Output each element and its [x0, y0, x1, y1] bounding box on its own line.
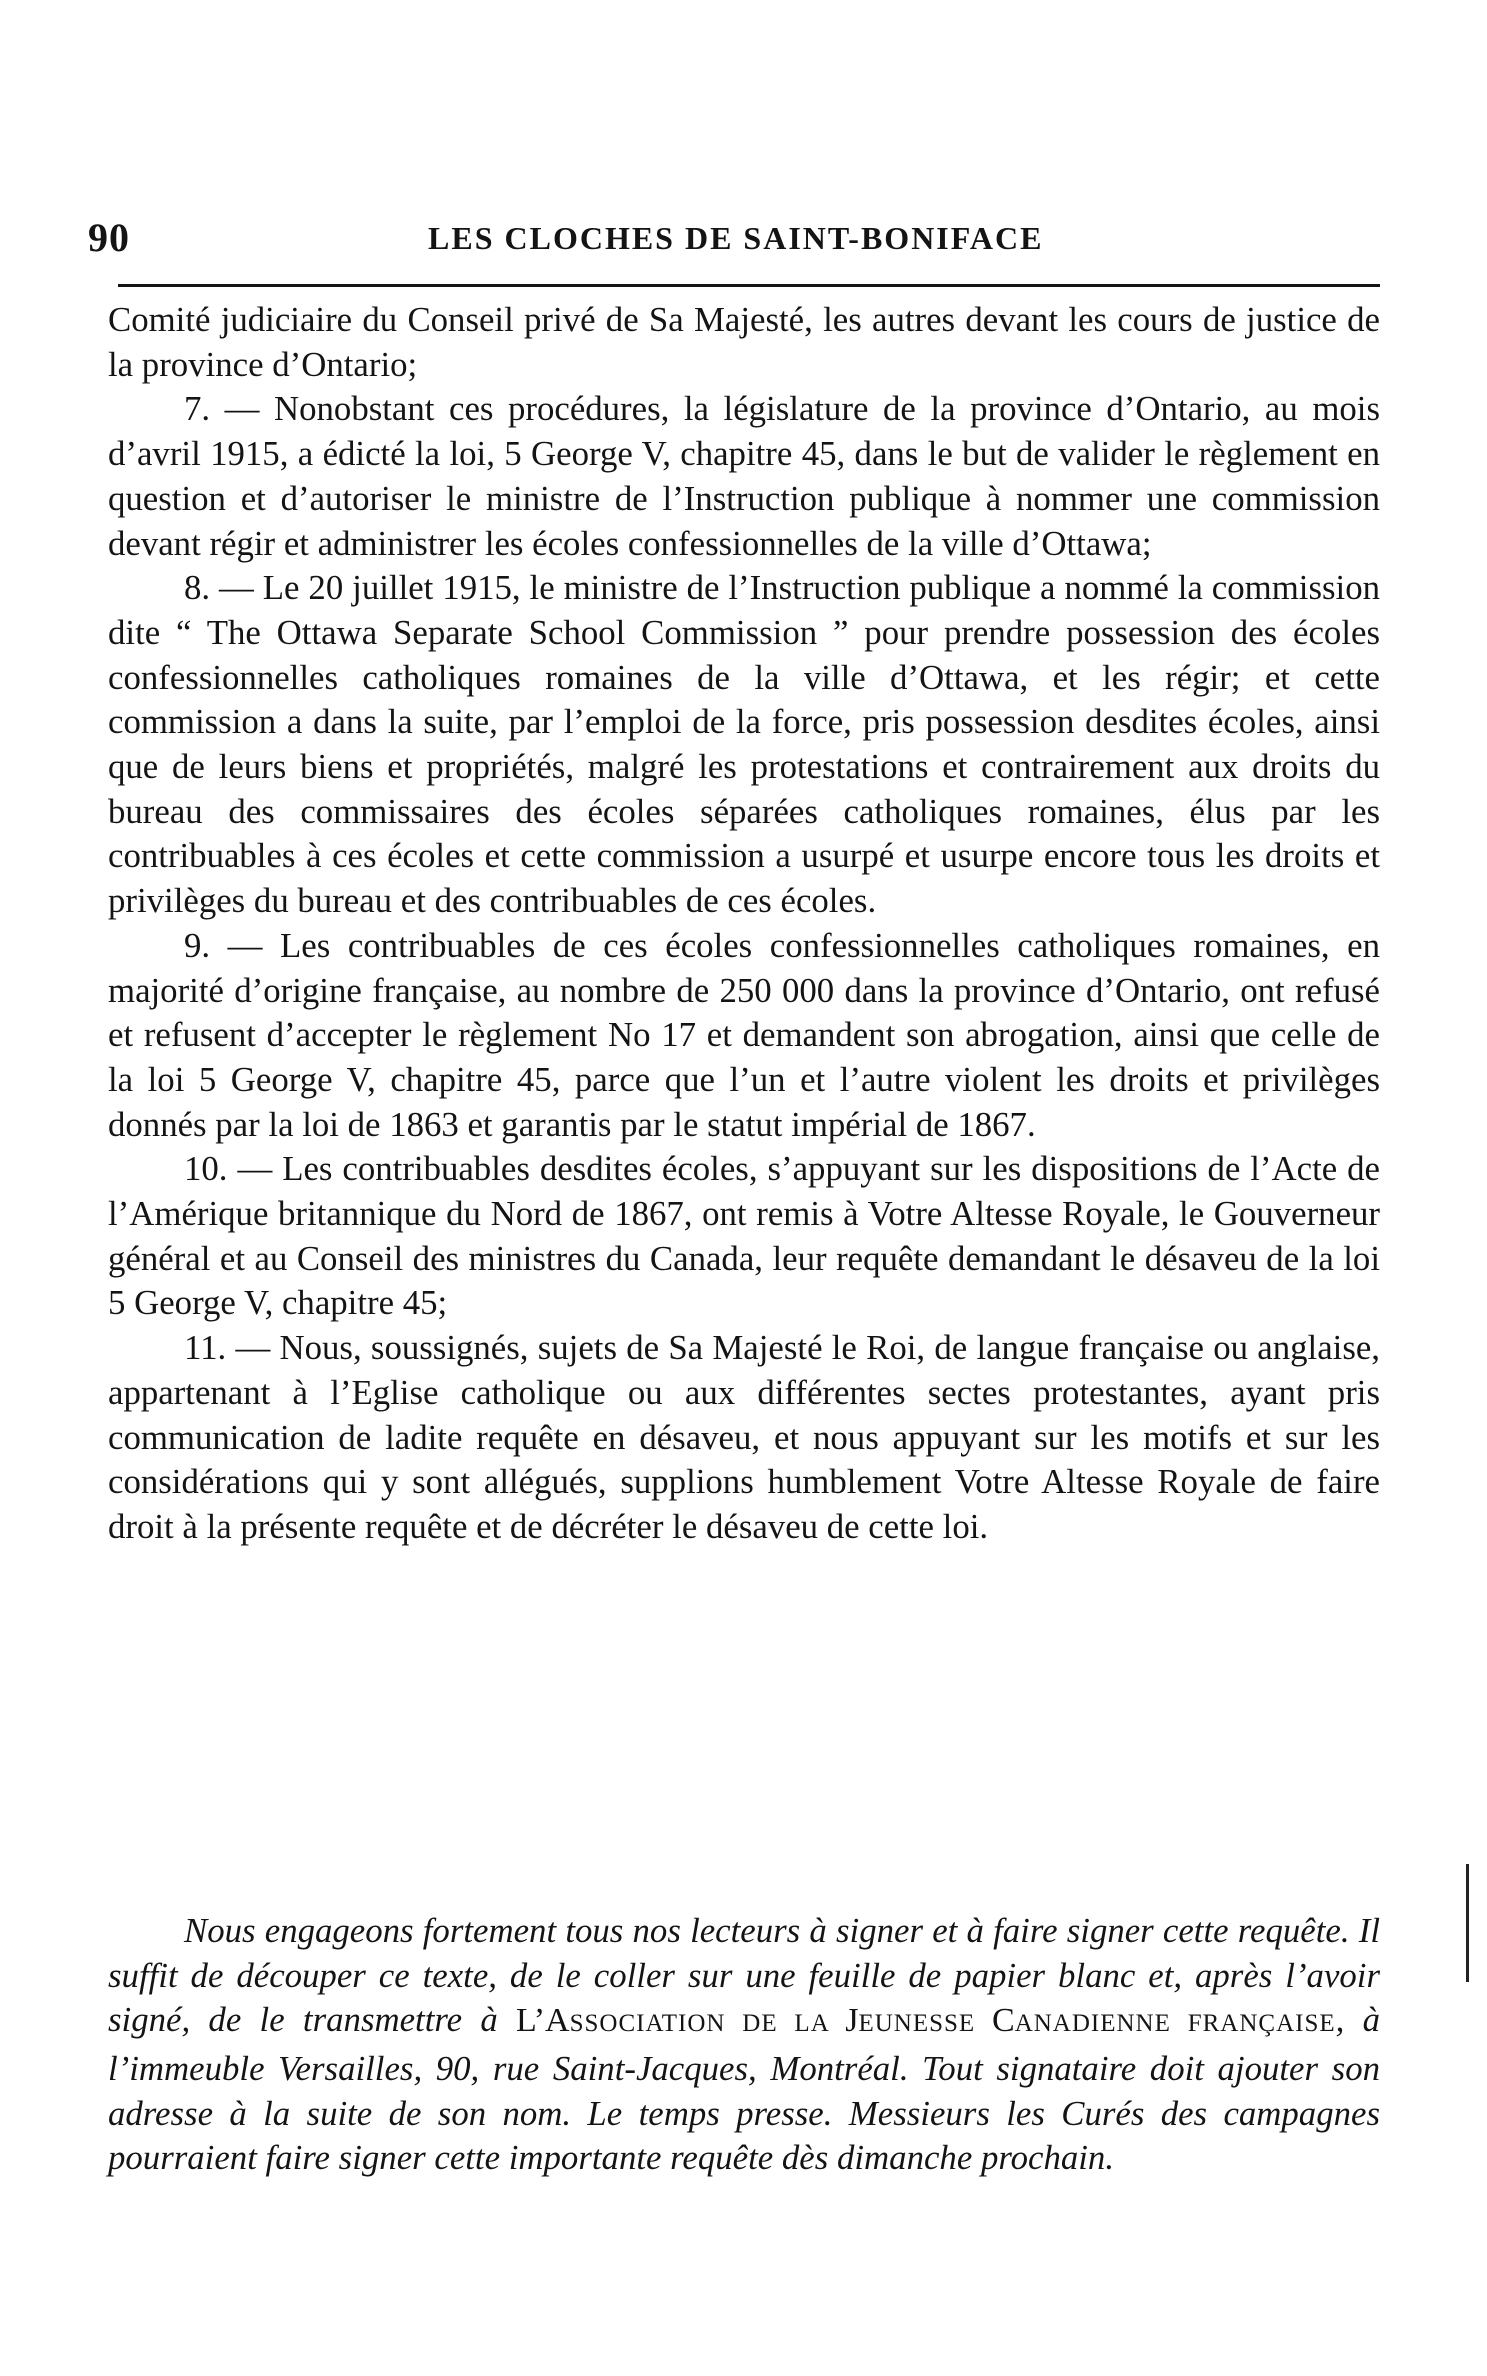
page-header [88, 214, 1378, 274]
paragraph-7: 7. — Nonobstant ces procédures, la législature de la province d’Ontario, au mois d’avril 1915, a édicté la loi, 5 George V, chapitre 45, dans le but de valider le règlement en question et d’autoriser le ministre de l’Instruction publique à nommer une commission devant régir et administrer les écoles confessionnelles de la ville d’Ottawa; [108, 389, 1380, 563]
page-number: 90 [88, 215, 130, 260]
notice-text-2: , à l’immeuble Versailles, 90, rue Saint-Jacques, Montréal. Tout signataire doit ajouter son adresse à la suite de son nom. Le temps presse. Messieurs les Curés des campagnes pourraient faire signer cette importante requête dès dimanche prochain. [108, 2000, 1380, 2178]
body-text [108, 298, 1380, 1550]
paragraph-10: 10. — Les contribuables desdites écoles, s’appuyant sur les dispositions de l’Acte de l’Amérique britannique du Nord de 1867, ont remis à Votre Altesse Royale, le Gouverneur général et au Conseil des ministres du Canada, leur requête demandant le désaveu de la loi 5 George V, chapitre 45; [108, 1149, 1380, 1323]
header-rule [118, 284, 1380, 287]
notice-text-1: Nous engageons fortement tous nos lecteurs à signer et à faire signer cette requête. Il suffit de découper ce texte, de le coller sur une feuille de papier blanc et, après l’avoir signé, de le transmettre à [108, 1910, 1380, 2040]
signature-notice [108, 1909, 1380, 2181]
paragraph-continuation: Comité judiciaire du Conseil privé de Sa Majesté, les autres devant les cours de justice de la province d’Ontario; [108, 300, 1380, 384]
paragraph-8: 8. — Le 20 juillet 1915, le ministre de l’Instruction publique a nommé la commission dite “ The Ottawa Separate School Commission ” pour prendre possession des écoles confessionnelles catholiques romaines de la ville d’Ottawa, et les régir; et cette commission a dans la suite, par l’emploi de la force, pris possession desdites écoles, ainsi que de leurs biens et propriétés, malgré les protestations et contrairement aux droits du bureau des commissaires des écoles séparées catholiques romaines, élus par les contribuables à ces écoles et cette commission a usurpé et usurpe encore tous les droits et privilèges du bureau et des contribuables de ces écoles. [108, 568, 1380, 921]
running-title: LES CLOCHES DE SAINT-BONIFACE [428, 220, 1044, 256]
paragraph-9: 9. — Les contribuables de ces écoles confessionnelles catholiques romaines, en majorité d’origine française, au nombre de 250 000 dans la province d’Ontario, ont refusé et refusent d’accepter le règlement No 17 et demandent son abrogation, ainsi que celle de la loi 5 George V, chapitre 45, parce que l’un et l’autre violent les droits et privilèges donnés par la loi de 1863 et garantis par le statut impérial de 1867. [108, 925, 1380, 1144]
paragraph-11: 11. — Nous, soussignés, sujets de Sa Majesté le Roi, de langue française ou anglaise, appartenant à l’Eglise catholique ou aux différentes sectes protestantes, ayant pris communication de ladite requête en désaveu, et nous appuyant sur les motifs et sur les considérations qui y sont allégués, supplions humblement Votre Altesse Royale de faire droit à la présente requête et de décréter le désaveu de cette loi. [108, 1328, 1380, 1546]
association-name: L’ASSOCIATION DE LA JEUNESSE CANADIENNE FRANÇAISE [516, 2002, 1336, 2040]
margin-mark [1466, 1864, 1469, 1982]
